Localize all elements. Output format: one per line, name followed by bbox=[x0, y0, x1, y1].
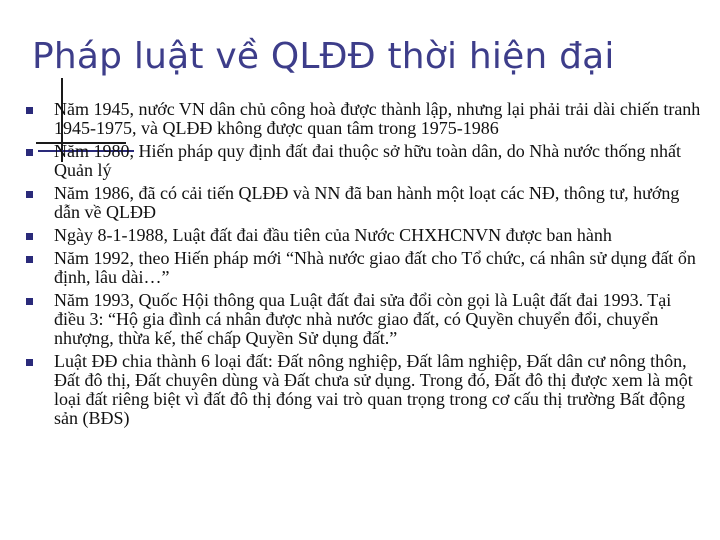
bullet-item bbox=[26, 249, 706, 287]
bullet-text: Năm 1986, đã có cải tiến QLĐĐ và NN đã ban hành một loạt các NĐ, thông tư, hướng dẫn về QLĐĐ bbox=[54, 183, 680, 222]
bullet-item bbox=[26, 100, 706, 138]
bullet-text: Năm 1993, Quốc Hội thông qua Luật đất đai sửa đổi còn gọi là Luật đất đai 1993. Tại điều 3: “Hộ gia đình cá nhân được nhà nước giao đất, có Quyền chuyển đổi, chuyển nhượng, thừa kế, thế chấp Quyền Sử dụng đất.” bbox=[54, 290, 672, 348]
bullet-item bbox=[26, 142, 706, 180]
square-bullet-icon bbox=[26, 191, 33, 198]
bullet-list bbox=[26, 100, 706, 432]
slide-title: Pháp luật về QLĐĐ thời hiện đại bbox=[32, 36, 615, 77]
square-bullet-icon bbox=[26, 256, 33, 263]
bullet-text: Năm 1980, Hiến pháp quy định đất đai thuộc sở hữu toàn dân, do Nhà nước thống nhất Quản lý bbox=[54, 141, 681, 180]
bullet-text: Ngày 8-1-1988, Luật đất đai đầu tiên của Nước CHXHCNVN được ban hành bbox=[54, 225, 612, 245]
bullet-item bbox=[26, 184, 706, 222]
bullet-text: Năm 1945, nước VN dân chủ công hoà được thành lập, nhưng lại phải trải dài chiến tranh 1945-1975, và QLĐĐ không được quan tâm trong 1975-1986 bbox=[54, 99, 701, 138]
bullet-item bbox=[26, 226, 706, 245]
bullet-item bbox=[26, 291, 706, 348]
bullet-text: Năm 1992, theo Hiến pháp mới “Nhà nước giao đất cho Tổ chức, cá nhân sử dụng đất ổn định, lâu dài…” bbox=[54, 248, 696, 287]
square-bullet-icon bbox=[26, 233, 33, 240]
square-bullet-icon bbox=[26, 298, 33, 305]
square-bullet-icon bbox=[26, 359, 33, 366]
square-bullet-icon bbox=[26, 107, 33, 114]
bullet-item bbox=[26, 352, 706, 428]
bullet-text: Luật ĐĐ chia thành 6 loại đất: Đất nông nghiệp, Đất lâm nghiệp, Đất dân cư nông thôn, Đất đô thị, Đất chuyên dùng và Đất chưa sử dụng. Trong đó, Đất đô thị được xem là một loại đất riêng biệt vì đất đô thị đóng vai trò quan trọng trong cơ cấu thị trường Bất động sản (BĐS) bbox=[54, 351, 693, 428]
square-bullet-icon bbox=[26, 149, 33, 156]
